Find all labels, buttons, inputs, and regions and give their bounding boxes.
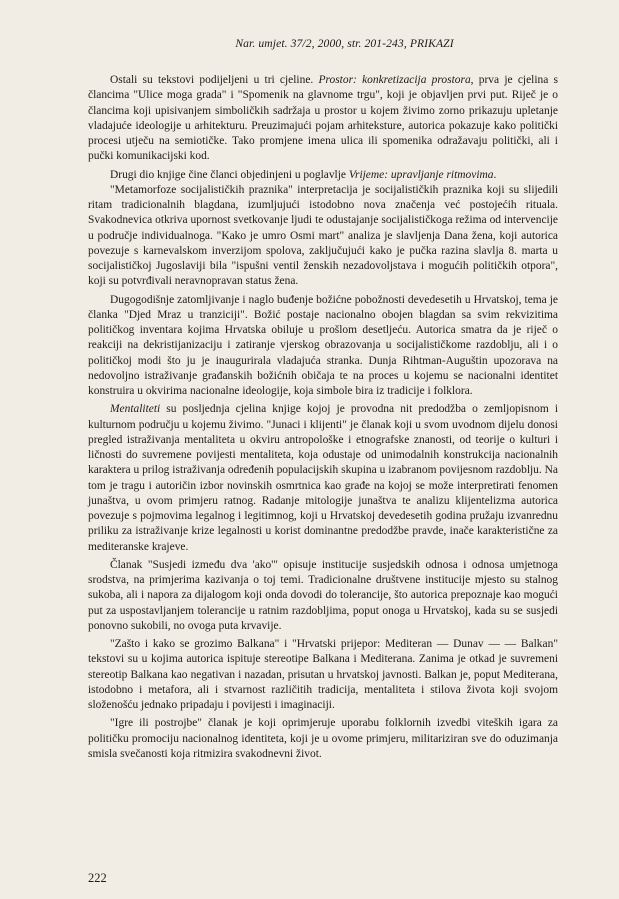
paragraph-text: "Zašto i kako se grozimo Balkana" i "Hrvatski prijepor: Mediteran — Dunav — — Balkan" tekstovi su u kojima autorica ispituje stereotipe Balkana i Mediterana. Zanima je otkad je suvremeni stereotip Balkana kao negativan i nazadan, prisutan u hrvatskoj javnosti. Balkan je, poput Mediterana, istodobno i metafora, ali i stvarnost različitih tradicija, mentaliteta i stilova života koji svojom složenošću jednako pripadaju i povijesti i imaginaciji. — [88, 638, 558, 711]
paragraph-text: Članak "Susjedi između dva 'ako'" opisuje institucije susjedskih odnosa i odnosa umjetnoga srodstva, na primjerima kazivanja o toj temi. Tradicionalne društvene institucije mjesto su stalnog sukoba, ali i napora za dijalogom koji onda dovodi do tolerancije, što autorica prepoznaje kao mogući put za uspostavljanjem tolerancije u ratnim razdobljima, poput onoga u Hrvatskoj, kada su se susjedi ponovno sukobili, no ovoga puta krvavije. — [88, 558, 558, 632]
paragraph-susjedi — [88, 558, 558, 634]
paragraph-text: Ostali su tekstovi podijeljeni u tri cjeline. — [110, 74, 319, 86]
paragraph-igre — [88, 716, 558, 762]
paragraph-text: Drugi dio knjige čine članci objedinjeni u poglavlje — [110, 168, 349, 181]
paragraph-prostor — [88, 73, 558, 165]
paragraph-text: . — [493, 168, 497, 181]
paragraph-text: su posljednja cjelina knjige kojoj je provodna nit predodžba o zemljopisnom i kulturnom području u kojemu živimo. "Junaci i klijenti" je članak koji u svom uvodnom dijelu donosi pregled istraživanja mentaliteta u okviru antropološke i etnografske znanosti, od teorije o kulturi i ličnosti do suvremene povijesti mentaliteta, koja odustaje od unimodalnih konstrukcija nacionalnih karaktera u prilog istraživanja određenih populacijskih skupina u izabranom povijesnom razdoblju. Na tom je tragu i autoričin izbor novinskih osmrtnica kao građe na kojoj se može interpretirati fenomen junaštva, u ovom primjeru ratnog. Radanje mitologije junaštva te analizu klijentelizma autorica povezuje s pojmovima legalnog i legitimnog, koji u Hrvatskoj devedesetih godina pružaju izvanrednu priliku za istraživanje krize legalnosti u korist dominantne predodžbe pravde, inače karakteristične za mediteranske krajeve. — [88, 403, 558, 553]
section-title-vrijeme: Vrijeme: upravljanje ritmovima — [348, 168, 494, 181]
paragraph-mentaliteti — [88, 402, 558, 555]
paragraph-balkan — [88, 637, 558, 713]
section-title-mentaliteti: Mentaliteti — [110, 403, 161, 416]
paragraph-text: Dugogodišnje zatomljivanje i naglo buđenje božićne pobožnosti devedesetih u Hrvatskoj, tema je članka "Djed Mraz u tranziciji". Božić postaje nacionalno obojen blagdan sa svim rekvizitima političkog inventara kojima Hrvatska obiluje u prošlom desetljeću. Autorica smatra da je riječ o reakciji na dekristijanizaciju i zatiranje vjerskog obrazovanja u socijalističkome razdoblju, ali i o političkoj modi što ju je inaugurirala vladajuća stranka. Dunja Rihtman-Auguštin upozorava na nedovoljno istraživanje građanskih božićnih običaja te na proces u kojemu se nacionalni identitet konstruira u okvirima nacionalne ideologije, koja simbole bira iz tradicije i folklora. — [88, 293, 558, 397]
page-number: 222 — [88, 871, 107, 885]
running-header: Nar. umjet. 37/2, 2000, str. 201-243, PRIKAZI — [235, 37, 454, 50]
article-body — [88, 73, 558, 762]
paragraph-metamorfoze — [88, 183, 558, 290]
paragraph-text: "Metamorfoze socijalističkih praznika" interpretacija je socijalističkih praznika koji su slijedili ritam tradicionalnih blagdana, izumljujući istodobno nova značenja već postojećih rituala. Svakodnevica otkriva upornost svetkovanje ljudi te odustajanje socijalističkoga režima od intervencije u područje individualnoga. "Kako je umro Osmi mart" analiza je slavljenja Dana žena, koji autorica povezuje s karnevalskom inverzijom spolova, zaključujući kako je pučka razina slavlja 8. marta u socijalističkoj Jugoslaviji bila "ispušni ventil ženskih nezadovoljstava i mogućih političkih otpora", koji su potvrđivali neravnopravan status žena. — [88, 183, 558, 288]
paragraph-text: "Igre ili postrojbe" članak je koji oprimjeruje uporabu folklornih izvedbi viteških igara za političku promociju nacionalnog identiteta, koji je u ovome primjeru, militariziran sve do oduzimanja smisla svečanosti koja ritmizira svakodnevni život. — [88, 717, 558, 760]
paragraph-djed-mraz — [88, 293, 558, 400]
paragraph-vrijeme — [88, 168, 558, 183]
section-title-prostor: Prostor: konkretizacija prostora — [318, 74, 471, 86]
paragraph-text: , prva je cjelina s člancima "Ulice moga grada" i "Spomenik na glavnome trgu", koji je objavljen prvi put. Riječ je o člancima koji upisivanjem simboličkih sadržaja u prostor u kojem živimo zorno prikazuju upletanje vladajuće ideologije u arhitekturu. Preuzimajući pojam arhiteksture, autorica pokazuje kako politički procesi utječu na semiotičke. Tako promjene imena ulica ili spomenika odražavaju politički, ali i pučki komunikacijski kod. — [88, 74, 558, 163]
